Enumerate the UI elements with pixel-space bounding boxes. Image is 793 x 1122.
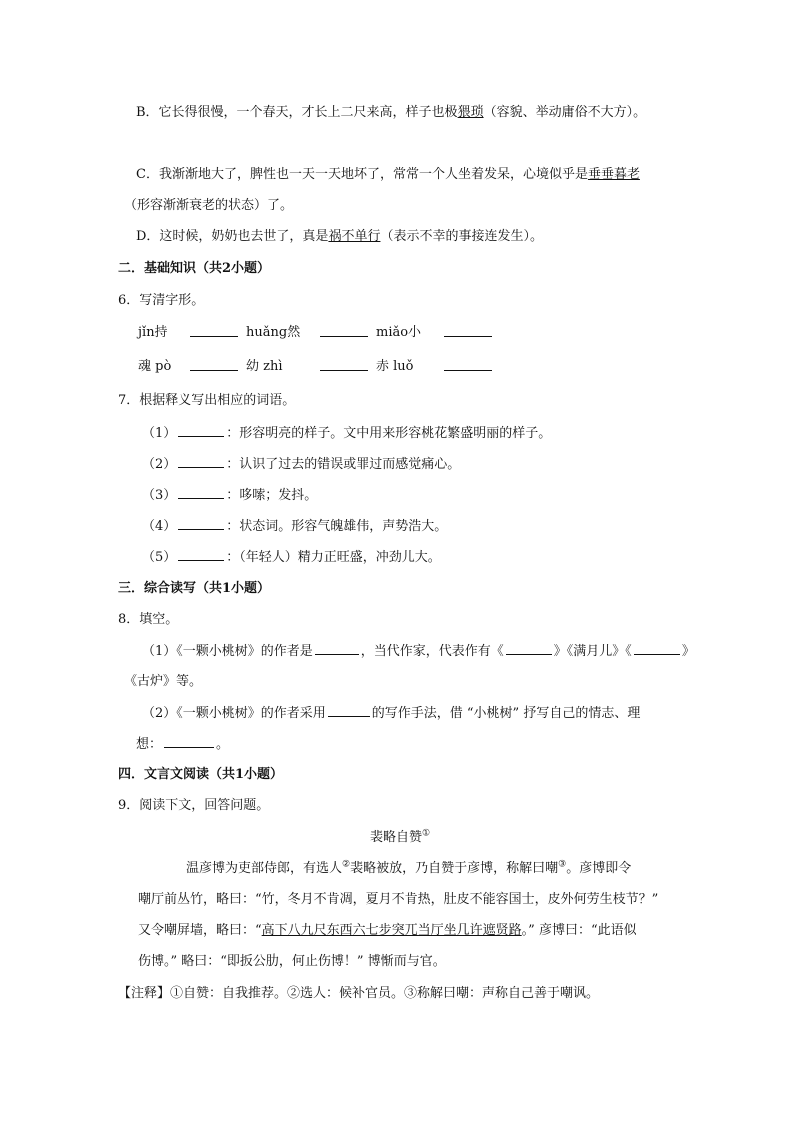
q7-blank-2[interactable]: [178, 455, 224, 468]
passage-line-1: [186, 860, 631, 878]
q7-def: ：形容明亮的样子。文中用来形容桃花繁盛明丽的样子。: [226, 426, 552, 441]
q8-line-1: [142, 642, 695, 661]
q7-blank-1[interactable]: [178, 424, 224, 437]
q7-def: ：哆嗦；发抖。: [226, 488, 318, 503]
passage-text: 。彦博即令: [566, 861, 632, 876]
q8-text-e: （2）《一颗小桃树》的作者采用: [142, 706, 326, 721]
passage-text: 。” 彦博曰：“此语似: [521, 923, 637, 938]
q7-item-5: [142, 548, 441, 567]
q8-text-a: （1）《一颗小桃树》的作者是: [142, 644, 313, 659]
q7-blank-4[interactable]: [178, 517, 224, 530]
q8-blank-work-1[interactable]: [506, 642, 552, 655]
q7-def: ：认识了过去的错误或罪过而感觉痛心。: [226, 457, 461, 472]
q7-item-4: [142, 517, 447, 536]
q7-num: （3）: [142, 488, 177, 503]
q7-stem: 7．根据释义写出相应的词语。: [118, 393, 296, 408]
option-d: [136, 228, 543, 246]
option-d-note: （表示不幸的事接连发生）。: [380, 229, 543, 244]
q7-num: （2）: [142, 457, 177, 472]
q8-text-g: 想：: [136, 737, 163, 752]
section-heading-2: 二．基础知识（共2小题）: [118, 261, 271, 276]
passage-title: [370, 829, 430, 847]
section-heading-3: 三．综合读写（共1小题）: [118, 581, 271, 596]
option-b-note: （容貌、举动庸俗不大方）。: [483, 105, 647, 120]
q7-num: （5）: [142, 550, 177, 565]
q6-blank-6[interactable]: [444, 358, 492, 371]
option-c: [136, 166, 640, 184]
q8-text-h: 。: [216, 737, 230, 752]
passage-underlined-sentence: 高下八九尺东西六七步突兀当厅坐几许遮贤路: [261, 923, 522, 938]
passage-title-text: 裴略自赞: [370, 830, 423, 845]
q7-item-1: [142, 424, 551, 443]
q8-text-d: 》: [681, 644, 695, 659]
q7-def: ：状态词。形容气魄雄伟，声势浩大。: [226, 519, 448, 534]
q6-item-4: 魂 pò: [138, 359, 172, 374]
footnote-mark: ①: [422, 828, 431, 839]
footnote-mark: ③: [558, 859, 567, 870]
section-heading-4: 四．文言文阅读（共1小题）: [118, 767, 284, 782]
q6-blank-1[interactable]: [190, 324, 238, 337]
q7-num: （4）: [142, 519, 177, 534]
passage-text: 裴略被放，乃自赞于彦博，称解曰嘲: [350, 861, 559, 876]
option-b-text: B．它长得很慢，一个春天，才长上二尺来高，样子也极: [136, 105, 458, 120]
option-c-text: C．我渐渐地大了，脾性也一天一天地坏了，常常一个人坐着发呆，心境似乎是: [136, 167, 588, 182]
q6-blank-5[interactable]: [320, 358, 368, 371]
option-c-word: 垂垂暮老: [587, 167, 640, 182]
q6-item-2: huǎng然: [246, 325, 301, 340]
q8-text-f: 的写作手法，借 “小桃树” 抒写自己的情志、理: [371, 706, 641, 721]
q6-stem: 6．写清字形。: [118, 293, 205, 308]
q8-blank-ideal[interactable]: [164, 735, 214, 748]
q7-blank-3[interactable]: [178, 486, 224, 499]
q6-blank-3[interactable]: [444, 324, 492, 337]
q8-text-c: 》《满月儿》《: [553, 644, 632, 659]
q8-line-3: [142, 704, 640, 723]
passage-line-3: [138, 922, 637, 940]
q7-blank-5[interactable]: [178, 548, 224, 561]
option-d-text: D．这时候，奶奶也去世了，真是: [136, 229, 329, 244]
q6-item-6: 赤 luǒ: [376, 359, 414, 374]
q6-item-5: 幼 zhì: [246, 359, 283, 374]
q8-blank-author[interactable]: [315, 642, 359, 655]
q6-pinyin: jǐn持: [138, 325, 168, 340]
q6-blank-2[interactable]: [320, 324, 368, 337]
passage-line-2: 嘲厅前丛竹，略曰：“竹，冬月不肯凋，夏月不肯热，肚皮不能容国士，皮外何劳生枝节？”: [138, 892, 659, 907]
passage-line-4: 伤博。” 略曰：“即扳公肋，何止伤博！” 博惭而与官。: [138, 954, 446, 969]
q8-line-2: 《古炉》等。: [124, 674, 203, 689]
q8-blank-technique[interactable]: [328, 704, 370, 717]
q8-line-4: [136, 735, 229, 754]
q6-item-3: miǎo小: [376, 325, 422, 340]
option-b-word: 猥琐: [457, 105, 484, 120]
q7-item-3: [142, 486, 317, 505]
q7-item-2: [142, 455, 460, 474]
option-d-word: 祸不单行: [328, 229, 381, 244]
q8-blank-work-2[interactable]: [634, 642, 680, 655]
q8-stem: 8．填空。: [118, 612, 179, 627]
option-c-cont: （形容渐渐衰老的状态）了。: [124, 198, 294, 213]
q6-blank-4[interactable]: [190, 358, 238, 371]
q8-text-b: ，当代作家，代表作有《: [360, 644, 504, 659]
q6-item-1: [138, 324, 168, 342]
passage-text: 温彦博为吏部侍郎，有选人: [186, 861, 343, 876]
q7-def: ：（年轻人）精力正旺盛，冲劲儿大。: [226, 550, 441, 565]
passage-text: 又令嘲屏墙，略曰：“: [138, 923, 262, 938]
passage-notes: 【注释】①自赞：自我推荐。②选人：候补官员。③称解曰嘲：声称自己善于嘲讽。: [118, 986, 600, 1001]
option-b: [136, 104, 646, 122]
footnote-mark: ②: [342, 859, 351, 870]
q9-stem: 9．阅读下文，回答问题。: [118, 798, 270, 813]
q7-num: （1）: [142, 426, 177, 441]
